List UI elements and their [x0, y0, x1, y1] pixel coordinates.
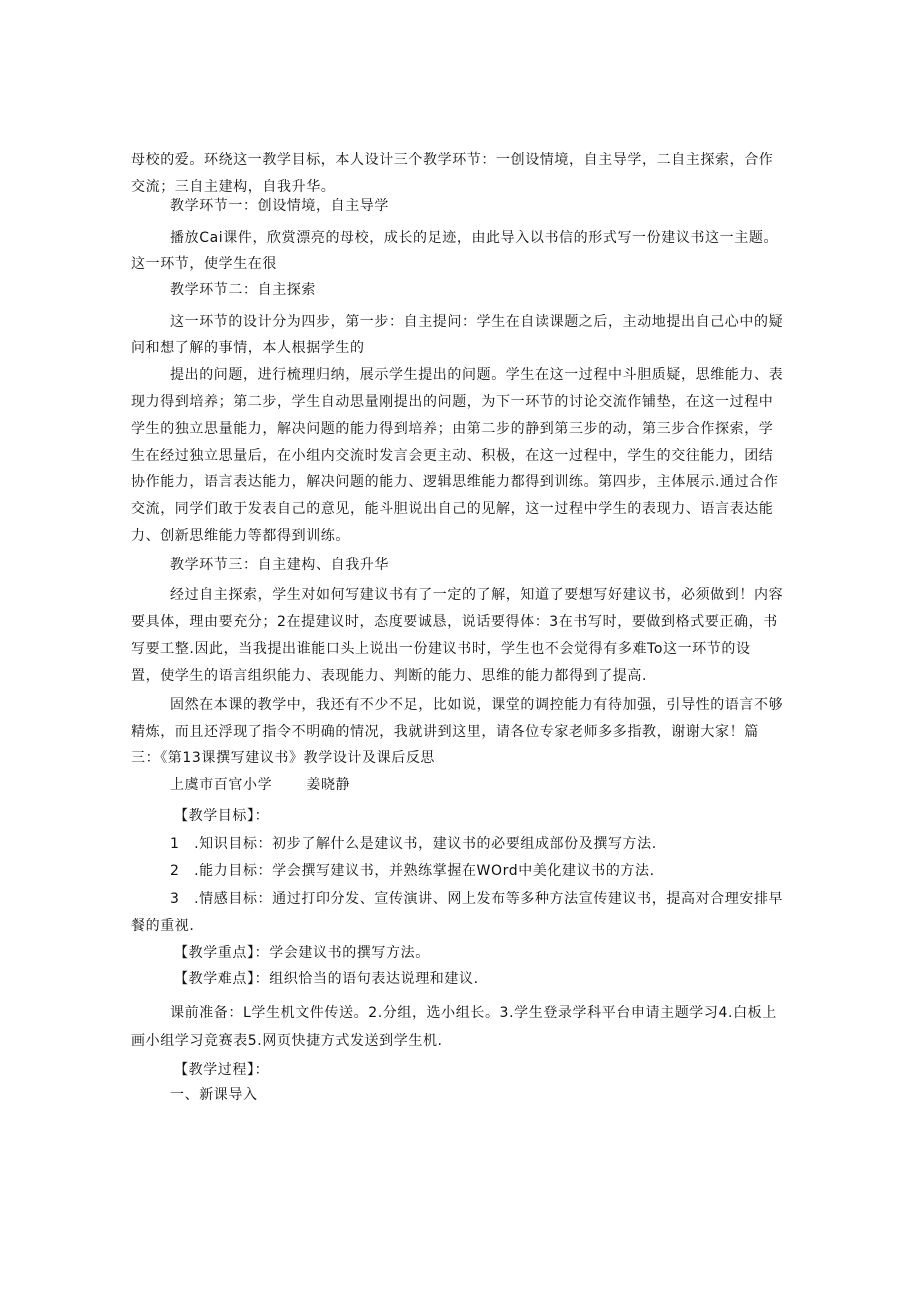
teaching-goals-heading: 【教学目标】：	[174, 808, 270, 824]
paragraph-line: 固然在本课的教学中，我还有不少不足，比如说，课堂的调控能力有待加强，引导性的语言不够	[170, 697, 784, 713]
preparation-line: 画小组学习竞赛表5.网页快捷方式发送到学生机.	[131, 1033, 443, 1049]
section-heading: 教学环节三：自主建构、自我升华	[170, 557, 389, 573]
list-item-continuation: 餐的重视.	[131, 918, 195, 934]
paragraph-line: 精炼，而且还浮现了指令不明确的情况，我就讲到这里，请各位专家老师多多指教，谢谢大家！篇	[131, 724, 759, 740]
paragraph-line: 生在经过独立思量后，在小组内交流时发言会更主动、积极，在这一过程中，学生的交往能力，团结	[131, 448, 774, 464]
section-heading: 教学环节二：自主探索	[170, 282, 316, 298]
list-item: 3 .情感目标：通过打印分发、宣传演讲、网上发布等多种方法宣传建议书，提高对合理安排早	[170, 891, 784, 907]
paragraph-line: 要具体，理由要充分；2在提建议时，态度要诚恳，说话要得体：3在书写时，要做到格式要正确，书	[131, 614, 778, 630]
paragraph-line: 交流；三自主建构，自我升华。	[131, 179, 336, 195]
paragraph-line: 这一环节，使学生在很	[131, 256, 277, 272]
paragraph-line: 现力得到培养；第二步，学生自动思量刚提出的问题，为下一环节的讨论交流作铺垫，在这一过程中	[131, 394, 774, 410]
paragraph-line: 母校的爱。环绕这一教学目标，本人设计三个教学环节：一创设情境，自主导学，二自主探索，合作	[131, 152, 774, 168]
list-item: 2 .能力目标：学会撰写建议书，并熟练掌握在WOrd中美化建议书的方法.	[170, 863, 655, 879]
paragraph-line: 问和想了解的事情，本人根据学生的	[131, 340, 365, 356]
paragraph-line: 协作能力，语言表达能力，解决问题的能力、逻辑思维能力都得到训练。第四步，主体展示.通过合作	[131, 474, 779, 490]
preparation-line: 课前准备：L学生机文件传送。2.分组，选小组长。3.学生登录学科平台申请主题学习4.白板上	[170, 1005, 777, 1021]
paragraph-line: 学生的独立思量能力，解决问题的能力得到培养；由第二步的静到第三步的动，第三步合作探索，学	[131, 421, 774, 437]
teaching-process-heading: 【教学过程】：	[174, 1062, 270, 1078]
difficulty-line: 【教学难点】：组织恰当的语句表达说理和建议.	[174, 971, 479, 987]
paragraph-line: 这一环节的设计分为四步，第一步：自主提问：学生在自读课题之后，主动地提出自己心中的疑	[170, 314, 784, 330]
paragraph-line: 播放Cai课件，欣赏漂亮的母校，成长的足迹，由此导入以书信的形式写一份建议书这一主题。	[170, 230, 779, 246]
paragraph-line: 置，使学生的语言组织能力、表现能力、判断的能力、思维的能力都得到了提高.	[131, 668, 648, 684]
section-heading: 教学环节一：创设情境，自主导学	[170, 198, 389, 214]
subsection-heading: 一、新课导入	[170, 1087, 258, 1103]
paragraph-line: 经过自主探索，学生对如何写建议书有了一定的了解，知道了要想写好建议书，必须做到！内容	[170, 587, 784, 603]
paragraph-line: 力、创新思维能力等都得到训练。	[131, 528, 350, 544]
key-point-line: 【教学重点】：学会建议书的撰写方法。	[174, 945, 430, 961]
document-title: 三：《第13课撰写建议书》教学设计及课后反思	[131, 750, 436, 766]
author-line: 上虞市百官小学 姜晓静	[170, 777, 351, 793]
paragraph-line: 提出的问题，进行梳理归纳，展示学生提出的问题。学生在这一过程中斗胆质疑，思维能力、表	[170, 367, 784, 383]
paragraph-line: 交流，同学们敢于发表自己的意见，能斗胆说出自己的见解，这一过程中学生的表现力、语言表达能	[131, 501, 774, 517]
paragraph-line: 写要工整.因此，当我提出谁能口头上说出一份建议书时，学生也不会觉得有多难To这一环节的设	[131, 641, 751, 657]
list-item: 1 .知识目标：初步了解什么是建议书，建议书的必要组成部份及撰写方法.	[170, 836, 657, 852]
